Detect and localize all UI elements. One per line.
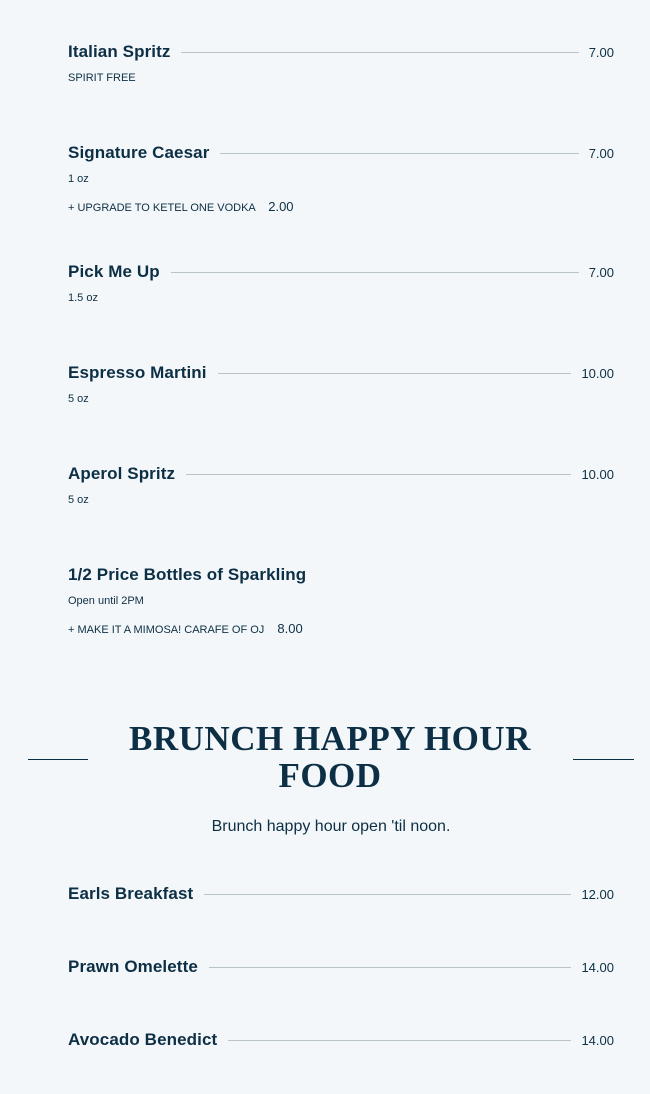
item-note: 5 oz <box>68 494 89 506</box>
item-note: 5 oz <box>68 393 89 405</box>
item-note: 1.5 oz <box>68 292 98 304</box>
leader-line <box>181 52 578 53</box>
menu-item <box>68 362 614 406</box>
item-price: 7.00 <box>588 145 614 161</box>
menu-item <box>68 41 614 85</box>
menu-item <box>68 261 614 305</box>
menu-item <box>68 1029 614 1051</box>
leader-line <box>186 474 571 475</box>
section-title <box>125 720 535 794</box>
item-upgrade <box>68 199 614 215</box>
item-price: 7.00 <box>588 44 614 60</box>
section-title-line1: BRUNCH HAPPY HOUR <box>129 719 531 758</box>
item-upgrade <box>68 621 614 637</box>
leader-line <box>220 153 578 154</box>
section-rule-right <box>573 759 634 760</box>
leader-line <box>209 967 572 968</box>
item-name: Aperol Spritz <box>68 464 176 483</box>
menu-item <box>68 883 614 905</box>
menu-item <box>68 463 614 507</box>
item-note: Open until 2PM <box>68 595 144 607</box>
menu-item <box>68 956 614 978</box>
upgrade-price: 8.00 <box>277 621 303 636</box>
item-note: SPIRIT FREE <box>68 72 136 84</box>
leader-line <box>171 272 579 273</box>
upgrade-price: 2.00 <box>268 199 294 214</box>
item-price: 10.00 <box>581 466 614 482</box>
item-name: Pick Me Up <box>68 262 160 281</box>
section-subtitle: Brunch happy hour open 'til noon. <box>211 818 451 835</box>
item-name: Earls Breakfast <box>68 884 194 903</box>
item-price: 14.00 <box>581 1032 614 1048</box>
item-name: Espresso Martini <box>68 363 207 382</box>
upgrade-label: + MAKE IT A MIMOSA! CARAFE OF OJ <box>68 624 265 636</box>
leader-line <box>204 894 571 895</box>
item-name: Prawn Omelette <box>68 957 198 976</box>
menu-item <box>68 142 614 215</box>
item-price: 14.00 <box>581 959 614 975</box>
item-price: 12.00 <box>581 886 614 902</box>
upgrade-label: + UPGRADE TO KETEL ONE VODKA <box>68 202 256 214</box>
menu-item <box>68 564 614 637</box>
item-name: Italian Spritz <box>68 42 171 61</box>
item-note: 1 oz <box>68 173 89 185</box>
section-title-line2: FOOD <box>278 756 382 795</box>
item-price: 10.00 <box>581 365 614 381</box>
item-name: Avocado Benedict <box>68 1030 218 1049</box>
leader-line <box>228 1040 571 1041</box>
item-price: 7.00 <box>588 264 614 280</box>
leader-line <box>218 373 572 374</box>
item-name: Signature Caesar <box>68 143 210 162</box>
section-rule-left <box>28 759 88 760</box>
item-name: 1/2 Price Bottles of Sparkling <box>68 565 307 584</box>
